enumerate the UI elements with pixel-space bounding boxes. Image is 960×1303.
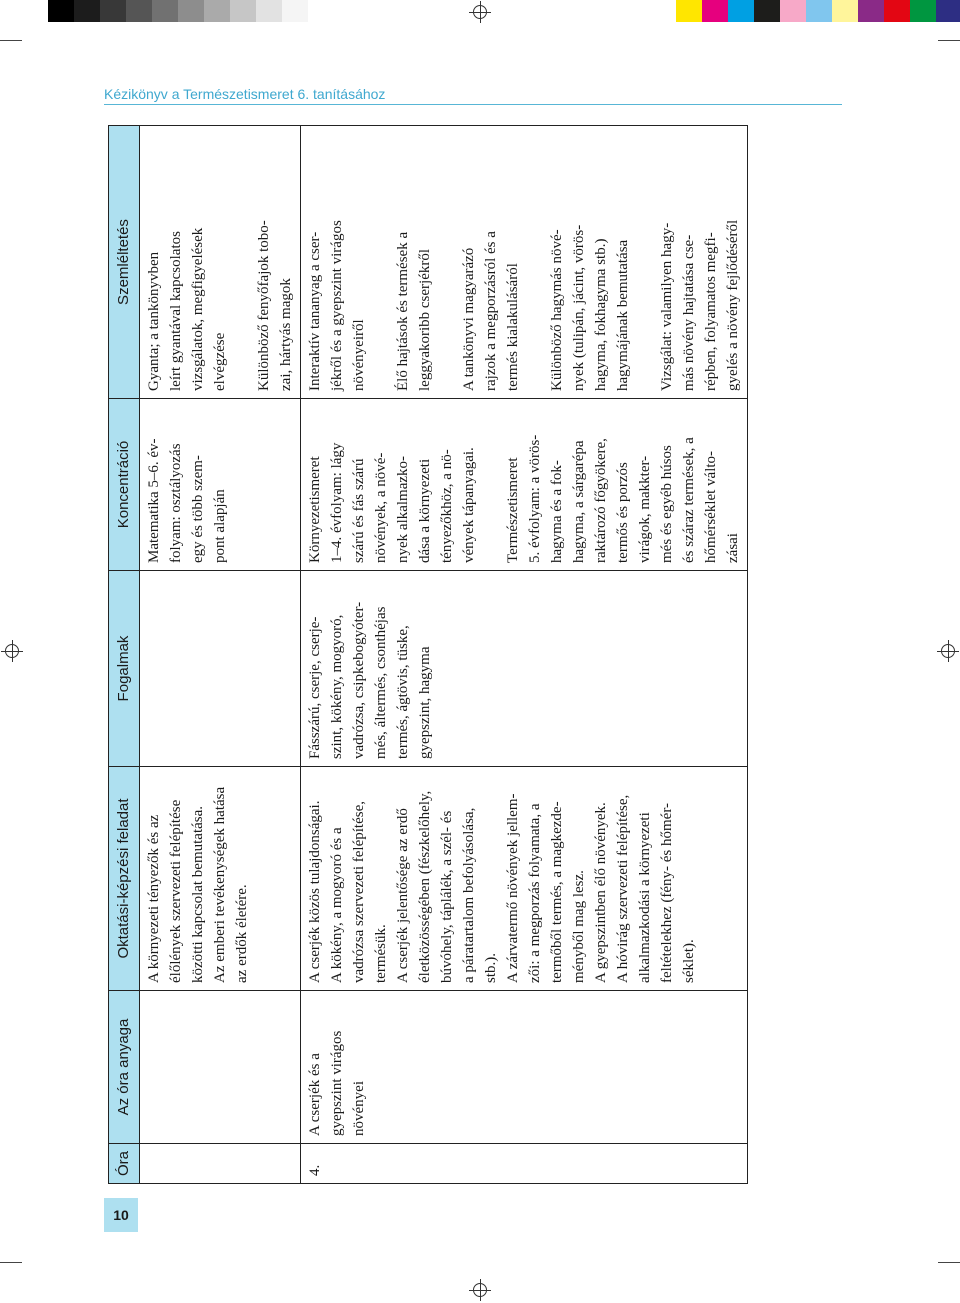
cell-line: nyek alkalmazko- — [395, 455, 411, 563]
cell-line: termős és porzós — [615, 462, 631, 563]
color-swatch — [754, 0, 780, 22]
cell-line: szint, kökény, mogyoró, — [329, 614, 345, 759]
cell-line: A tankönyvi magyarázó — [461, 247, 477, 391]
cell-line: Matematika 5–6. év- — [146, 438, 162, 563]
table-row — [301, 126, 748, 1184]
cell-line: növényeiről — [351, 319, 367, 391]
color-swatch — [858, 0, 884, 22]
cell-line: répben, folyamatos megfi- — [703, 232, 719, 391]
column-header-koncentracio: Koncentráció — [109, 399, 140, 571]
column-header-anyaga: Az óra anyaga — [109, 991, 140, 1144]
color-swatch — [832, 0, 858, 22]
cell-line: gyepszint, hagyma — [417, 646, 433, 759]
cell-line: A hóvirág szervezeti felépítése, — [615, 794, 631, 983]
cell-line: nyek (tulipán, jácint, vörös- — [571, 224, 587, 391]
cell-line — [634, 133, 656, 391]
cell-line: 5. évfolyam: a vörös- — [527, 434, 543, 563]
cell-ora — [140, 1144, 301, 1184]
cell-anyaga — [301, 991, 748, 1144]
cell-line: A zárvatermő növények jellem- — [505, 793, 521, 983]
cell-line: növényei — [351, 1081, 367, 1136]
color-swatch — [204, 0, 230, 22]
cell-line: vadrózsa szervezeti felépítése, — [351, 801, 367, 983]
cell-line: Különböző fenyőfajok tobo- — [256, 220, 272, 391]
cell-line — [231, 133, 253, 391]
cell-line: zásai — [725, 533, 741, 563]
cell-line: A cserjék közös tulajdonságai. — [307, 800, 323, 983]
cell-line: A kökény, a mogyoró és a — [329, 827, 345, 983]
cell-line: Élő hajtások és termések a — [395, 231, 411, 391]
cell-line: termőből termés, a magkezde- — [549, 801, 565, 983]
registration-mark-left-icon — [5, 644, 19, 658]
color-swatch — [936, 0, 960, 22]
table-row — [140, 126, 301, 1184]
cell-line: més, áltermés, csonthéjas — [373, 606, 389, 759]
cell-line: termés, ágtövis, tüske, — [395, 625, 411, 759]
color-swatch — [884, 0, 910, 22]
running-header: Kézikönyv a Természetismeret 6. tanításához — [104, 86, 386, 102]
cell-line: 1–4. évfolyam: lágy — [329, 442, 345, 563]
cell-line: életközösségében (fészkelőhely, — [417, 790, 433, 983]
cell-szemleltetes — [140, 126, 301, 399]
cell-fogalmak — [140, 571, 301, 767]
cell-line: virágok, makkter- — [637, 455, 653, 563]
cell-anyaga — [140, 991, 301, 1144]
cell-line: A cserjék és a — [307, 1053, 323, 1136]
cell-line: elvégzése — [212, 332, 228, 391]
color-swatch — [126, 0, 152, 22]
cell-line: A gyepszintben élő növények. — [593, 802, 609, 983]
registration-mark-bottom-icon — [473, 1283, 487, 1297]
cell-line: Fásszárú, cserje, cserje- — [307, 616, 323, 759]
cell-line: hagyma, fokhagyma stb.) — [593, 238, 609, 391]
registration-mark-top-icon — [473, 5, 487, 19]
cell-line: gyelés a növény fejlődéséről — [725, 219, 741, 391]
cell-line: az erdők életére. — [234, 884, 250, 983]
cell-line: més és egyéb húsos — [659, 445, 675, 563]
cell-line: rajzok a megporzásról és a — [483, 231, 499, 391]
cell-line: leggyakoribb cserjékről — [417, 248, 433, 391]
color-swatch — [282, 0, 308, 22]
cell-line: A cserjék jelentősége az erdő — [395, 808, 411, 983]
cell-fogalmak — [301, 571, 748, 767]
table-header-row — [109, 126, 140, 1184]
cell-line: és száraz termések, a — [681, 437, 697, 563]
cell-line: jékről és a gyepszint virágos — [329, 220, 345, 391]
cell-line: Különböző hagymás növé- — [549, 229, 565, 391]
cell-feladat — [140, 767, 301, 991]
cell-line: termés kialakulásáról — [505, 263, 521, 391]
cell-line: búvóhely, táplálék, a szél- és — [439, 810, 455, 983]
column-header-fogalmak: Fogalmak — [109, 571, 140, 767]
color-swatch — [152, 0, 178, 22]
cell-koncentracio — [140, 399, 301, 571]
crop-mark — [0, 40, 22, 41]
cell-line: raktározó főgyökere, — [593, 438, 609, 563]
cell-line: a páratartalom befolyásolása, — [461, 807, 477, 983]
cell-line: Vizsgálat: valamilyen hagy- — [659, 222, 675, 391]
color-swatch — [100, 0, 126, 22]
color-swatch — [780, 0, 806, 22]
registration-mark-right-icon — [941, 644, 955, 658]
header-rule — [104, 104, 842, 105]
cell-feladat — [301, 767, 748, 991]
color-swatch — [74, 0, 100, 22]
color-swatch — [230, 0, 256, 22]
page-number: 10 — [104, 1198, 138, 1232]
crop-mark — [938, 40, 960, 41]
cell-koncentracio — [301, 399, 748, 571]
cell-line: hagyma, a sárgarépa — [571, 440, 587, 563]
cell-line: gyepszint virágos — [329, 1030, 345, 1136]
cell-ora: 4. — [301, 1144, 748, 1184]
cell-line: ményből mag lesz. — [571, 870, 587, 983]
cell-line: Környezetismeret — [307, 456, 323, 563]
cell-line: vizsgálatok, megfigyelések — [190, 227, 206, 391]
cell-line: közötti kapcsolat bemutatása. — [190, 805, 206, 983]
cell-line: alkalmazkodási a környezeti — [637, 812, 653, 983]
cell-line: Gyanta; a tankönyvben — [146, 251, 162, 391]
cell-line: növények, a növé- — [373, 452, 389, 563]
color-swatch — [676, 0, 702, 22]
color-swatch — [728, 0, 754, 22]
column-header-ora: Óra — [109, 1144, 140, 1184]
crop-mark — [938, 1262, 960, 1263]
cell-line — [436, 133, 458, 391]
cell-line: szárú és fás szárú — [351, 458, 367, 563]
cell-line: egy és több szem- — [190, 455, 206, 563]
color-swatch — [48, 0, 74, 22]
grey-scale-bar — [48, 0, 308, 22]
cell-line: feltételekhez (fény- és hőmér- — [659, 802, 675, 983]
cell-line: Interaktív tananyag a cser- — [307, 231, 323, 391]
cell-line — [524, 133, 546, 391]
cell-line: séklet). — [681, 939, 697, 983]
cell-line: vadrózsa, csipkebogyóter- — [351, 601, 367, 759]
cell-line: termésük. — [373, 924, 389, 983]
cell-line: dása a környezeti — [417, 458, 433, 563]
color-swatch — [910, 0, 936, 22]
cell-line — [370, 133, 392, 391]
color-swatch — [178, 0, 204, 22]
cell-line: zai, hártyás magok — [278, 278, 294, 391]
cell-line: Az emberi tevékenységek hatása — [212, 786, 228, 983]
cell-line — [480, 406, 502, 563]
cell-line: élőlények szervezeti felépítése — [168, 799, 184, 983]
crop-mark — [0, 1262, 22, 1263]
cell-line: A környezeti tényezők és az — [146, 814, 162, 983]
color-swatch — [256, 0, 282, 22]
column-header-feladat: Oktatási-képzési feladat — [109, 767, 140, 991]
cell-line: vények tápanyagai. — [461, 447, 477, 563]
cell-line: Természetismeret — [505, 457, 521, 563]
cell-szemleltetes — [301, 126, 748, 399]
cell-line: hagymájának bemutatása — [615, 239, 631, 391]
cell-line: folyam: osztályozás — [168, 443, 184, 563]
cell-line: stb.). — [483, 953, 499, 983]
column-header-szemleltetes: Szemléltetés — [109, 126, 140, 399]
color-calibration-bar — [676, 0, 960, 22]
cell-line: tényezőkhöz, a nö- — [439, 449, 455, 563]
lesson-plan-table — [108, 126, 742, 1184]
cell-line: pont alapján — [212, 489, 228, 563]
cell-line: hőmérséklet válto- — [703, 450, 719, 563]
color-swatch — [702, 0, 728, 22]
cell-line: zői: a megporzás folyamata, a — [527, 803, 543, 983]
cell-line: leírt gyantával kapcsolatos — [168, 231, 184, 391]
cell-line: más növény hajtatása cse- — [681, 234, 697, 391]
color-swatch — [806, 0, 832, 22]
cell-line: hagyma és a fok- — [549, 460, 565, 563]
